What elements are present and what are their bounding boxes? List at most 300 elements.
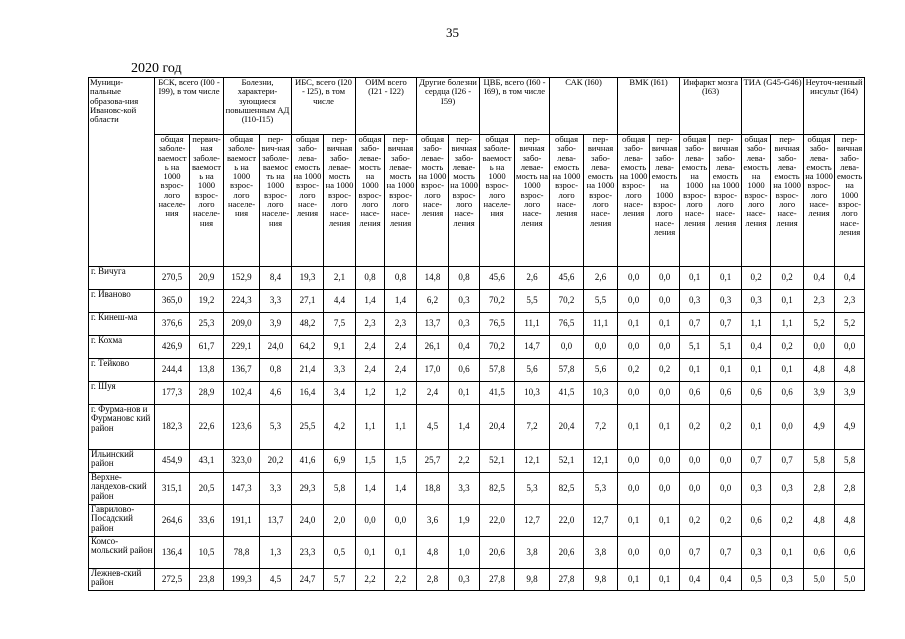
value-cell: 2,1: [324, 267, 356, 290]
value-cell: 25,5: [292, 405, 324, 450]
value-cell: 20,4: [480, 405, 515, 450]
value-cell: 5,3: [515, 473, 550, 505]
group-header: Неуточ-ненный инсульт (I64): [804, 78, 865, 135]
value-cell: 70,2: [550, 290, 584, 313]
value-cell: 22,0: [550, 505, 584, 537]
value-cell: 0,4: [835, 267, 865, 290]
value-cell: 2,8: [835, 473, 865, 505]
value-cell: 0,3: [680, 290, 710, 313]
value-cell: 2,8: [417, 569, 449, 591]
value-cell: 20,5: [190, 473, 224, 505]
value-cell: 2,8: [804, 473, 835, 505]
value-cell: 365,0: [155, 290, 190, 313]
table-header: [89, 78, 865, 267]
table-row: [89, 336, 865, 359]
value-cell: 0,1: [680, 359, 710, 382]
value-cell: 0,6: [680, 382, 710, 405]
value-cell: 18,8: [417, 473, 449, 505]
value-cell: 0,5: [324, 537, 356, 569]
value-cell: 5,3: [260, 405, 292, 450]
total-incidence-header: общая заболе-ваемость на 1000 взрос-лого населе-ния: [480, 135, 515, 267]
value-cell: 0,3: [710, 290, 742, 313]
table-row: [89, 473, 865, 505]
value-cell: 4,8: [804, 505, 835, 537]
value-cell: 5,8: [324, 473, 356, 505]
value-cell: 4,5: [260, 569, 292, 591]
group-header: ВМК (I61): [618, 78, 680, 135]
value-cell: 1,4: [356, 290, 385, 313]
value-cell: 0,6: [742, 382, 771, 405]
value-cell: 9,1: [324, 336, 356, 359]
value-cell: 0,4: [680, 569, 710, 591]
value-cell: 4,8: [835, 505, 865, 537]
value-cell: 0,0: [618, 473, 650, 505]
value-cell: 2,0: [324, 505, 356, 537]
value-cell: 1,1: [356, 405, 385, 450]
value-cell: 0,2: [771, 267, 804, 290]
value-cell: 0,1: [680, 267, 710, 290]
primary-incidence-header: пер-вичная забо-лева-емость на 1000 взрос-лого насе-ления: [710, 135, 742, 267]
value-cell: 3,9: [804, 382, 835, 405]
value-cell: 315,1: [155, 473, 190, 505]
value-cell: 0,0: [618, 290, 650, 313]
value-cell: 3,8: [515, 537, 550, 569]
value-cell: 3,9: [260, 313, 292, 336]
value-cell: 0,0: [618, 537, 650, 569]
value-cell: 147,3: [224, 473, 260, 505]
value-cell: 41,5: [550, 382, 584, 405]
value-cell: 454,9: [155, 450, 190, 473]
value-cell: 3,3: [449, 473, 480, 505]
value-cell: 4,5: [417, 405, 449, 450]
value-cell: 78,8: [224, 537, 260, 569]
value-cell: 0,2: [650, 359, 680, 382]
value-cell: 1,4: [385, 290, 417, 313]
group-header: ЦВБ, всего (I60 - I69), в том числе: [480, 78, 550, 135]
value-cell: 0,1: [618, 569, 650, 591]
value-cell: 4,8: [417, 537, 449, 569]
value-cell: 5,3: [584, 473, 618, 505]
value-cell: 2,3: [356, 313, 385, 336]
value-cell: 2,4: [356, 359, 385, 382]
value-cell: 0,6: [449, 359, 480, 382]
primary-incidence-header: пер-вичная забо-лева-емость на 1000 взрос-лого насе-ления: [650, 135, 680, 267]
value-cell: 20,4: [550, 405, 584, 450]
value-cell: 76,5: [550, 313, 584, 336]
value-cell: 9,8: [584, 569, 618, 591]
value-cell: 0,7: [771, 450, 804, 473]
value-cell: 1,1: [742, 313, 771, 336]
primary-incidence-header: пер-вичная забо-лева-емость на 1000 взрос-лого насе-ления: [584, 135, 618, 267]
table-row: [89, 290, 865, 313]
value-cell: 27,8: [480, 569, 515, 591]
value-cell: 45,6: [480, 267, 515, 290]
value-cell: 0,1: [710, 267, 742, 290]
value-cell: 82,5: [550, 473, 584, 505]
value-cell: 0,3: [742, 290, 771, 313]
value-cell: 191,1: [224, 505, 260, 537]
primary-incidence-header: пер-вичная забо-левае-мость на 1000 взрос-лого насе-ления: [385, 135, 417, 267]
value-cell: 1,9: [449, 505, 480, 537]
value-cell: 2,2: [449, 450, 480, 473]
value-cell: 22,6: [190, 405, 224, 450]
value-cell: 20,2: [260, 450, 292, 473]
value-cell: 0,7: [680, 537, 710, 569]
value-cell: 0,0: [650, 537, 680, 569]
value-cell: 0,4: [449, 336, 480, 359]
value-cell: 0,1: [449, 382, 480, 405]
region-name: Лежнев-ский район: [89, 569, 155, 591]
value-cell: 0,1: [771, 537, 804, 569]
value-cell: 199,3: [224, 569, 260, 591]
value-cell: 0,2: [771, 336, 804, 359]
value-cell: 0,1: [618, 505, 650, 537]
table-row: [89, 405, 865, 450]
value-cell: 0,0: [550, 336, 584, 359]
value-cell: 0,6: [742, 505, 771, 537]
value-cell: 19,3: [292, 267, 324, 290]
primary-incidence-header: пер-вичная забо-левае-мость на 1000 взрос-лого насе-ления: [449, 135, 480, 267]
page-number: 35: [446, 25, 459, 40]
value-cell: 0,1: [650, 313, 680, 336]
group-header: Болезни, характери-зующиеся повышенным АД (I10-I15): [224, 78, 292, 135]
value-cell: 426,9: [155, 336, 190, 359]
value-cell: 43,1: [190, 450, 224, 473]
value-cell: 52,1: [550, 450, 584, 473]
value-cell: 0,1: [385, 537, 417, 569]
value-cell: 0,4: [742, 336, 771, 359]
value-cell: 11,1: [584, 313, 618, 336]
value-cell: 0,3: [771, 473, 804, 505]
region-name: г. Фурма-нов и Фурмановс кий район: [89, 405, 155, 450]
value-cell: 5,1: [680, 336, 710, 359]
subheader-row: [89, 135, 865, 267]
value-cell: 41,5: [480, 382, 515, 405]
primary-incidence-header: пер-вичная забо-левае-мость на 1000 взрос-лого насе-ления: [324, 135, 356, 267]
value-cell: 25,7: [417, 450, 449, 473]
value-cell: 0,4: [710, 569, 742, 591]
region-name: г. Тейково: [89, 359, 155, 382]
value-cell: 264,6: [155, 505, 190, 537]
value-cell: 0,0: [680, 450, 710, 473]
total-incidence-header: общая забо-лева-емость на 1000 взрос-лого насе-ления: [804, 135, 835, 267]
year-label: 2020 год: [131, 61, 182, 76]
value-cell: 0,2: [680, 405, 710, 450]
value-cell: 0,0: [618, 450, 650, 473]
value-cell: 23,8: [190, 569, 224, 591]
value-cell: 0,7: [680, 313, 710, 336]
value-cell: 29,3: [292, 473, 324, 505]
value-cell: 1,4: [449, 405, 480, 450]
value-cell: 1,0: [449, 537, 480, 569]
value-cell: 52,1: [480, 450, 515, 473]
value-cell: 10,3: [584, 382, 618, 405]
value-cell: 323,0: [224, 450, 260, 473]
value-cell: 0,7: [710, 537, 742, 569]
value-cell: 0,3: [742, 537, 771, 569]
value-cell: 102,4: [224, 382, 260, 405]
total-incidence-header: общая забо-левае-мость на 1000 взрос-лого насе-ления: [356, 135, 385, 267]
value-cell: 224,3: [224, 290, 260, 313]
value-cell: 5,8: [835, 450, 865, 473]
group-header: САК (I60): [550, 78, 618, 135]
value-cell: 33,6: [190, 505, 224, 537]
value-cell: 2,3: [835, 290, 865, 313]
value-cell: 1,1: [771, 313, 804, 336]
value-cell: 41,6: [292, 450, 324, 473]
table-row: [89, 359, 865, 382]
table-body: [89, 267, 865, 591]
value-cell: 0,0: [584, 336, 618, 359]
value-cell: 25,3: [190, 313, 224, 336]
value-cell: 5,2: [804, 313, 835, 336]
value-cell: 5,5: [584, 290, 618, 313]
value-cell: 9,8: [515, 569, 550, 591]
value-cell: 209,0: [224, 313, 260, 336]
value-cell: 136,4: [155, 537, 190, 569]
primary-incidence-header: пер-вичная забо-лева-емость на 1000 взрос-лого насе-ления: [771, 135, 804, 267]
value-cell: 6,9: [324, 450, 356, 473]
value-cell: 0,3: [449, 569, 480, 591]
value-cell: 26,1: [417, 336, 449, 359]
value-cell: 0,6: [710, 382, 742, 405]
value-cell: 57,8: [550, 359, 584, 382]
region-name: г. Кохма: [89, 336, 155, 359]
value-cell: 0,6: [771, 382, 804, 405]
value-cell: 57,8: [480, 359, 515, 382]
region-name: Верхне-ландехов-ский район: [89, 473, 155, 505]
value-cell: 12,7: [584, 505, 618, 537]
value-cell: 0,1: [618, 405, 650, 450]
value-cell: 23,3: [292, 537, 324, 569]
region-header: Муници-пальные образова-ния Ивановс-кой области: [89, 78, 155, 267]
value-cell: 1,5: [385, 450, 417, 473]
value-cell: 0,0: [710, 473, 742, 505]
value-cell: 123,6: [224, 405, 260, 450]
value-cell: 0,8: [260, 359, 292, 382]
table-row: [89, 313, 865, 336]
value-cell: 2,4: [417, 382, 449, 405]
value-cell: 270,5: [155, 267, 190, 290]
group-header: Инфаркт мозга (I63): [680, 78, 742, 135]
value-cell: 13,8: [190, 359, 224, 382]
value-cell: 1,4: [385, 473, 417, 505]
group-header-row: [89, 78, 865, 135]
region-name: г. Вичуга: [89, 267, 155, 290]
value-cell: 0,2: [618, 359, 650, 382]
value-cell: 0,0: [680, 473, 710, 505]
total-incidence-header: общая заболе-ваемост ь на 1000 взрос-лого населе-ния: [224, 135, 260, 267]
value-cell: 11,1: [515, 313, 550, 336]
value-cell: 2,4: [385, 359, 417, 382]
value-cell: 3,9: [835, 382, 865, 405]
total-incidence-header: общая заболе-ваемость на 1000 взрос-лого населе-ния: [155, 135, 190, 267]
value-cell: 2,6: [515, 267, 550, 290]
value-cell: 4,4: [324, 290, 356, 313]
table-row: [89, 267, 865, 290]
value-cell: 0,2: [680, 505, 710, 537]
value-cell: 272,5: [155, 569, 190, 591]
value-cell: 0,3: [742, 473, 771, 505]
total-incidence-header: общая забо-лева-емость на 1000 взрос-лого насе-ления: [742, 135, 771, 267]
primary-incidence-header: первич-ная заболе-ваемость на 1000 взрос-лого населе-ния: [190, 135, 224, 267]
value-cell: 4,6: [260, 382, 292, 405]
value-cell: 3,3: [260, 290, 292, 313]
value-cell: 0,0: [771, 405, 804, 450]
value-cell: 0,8: [449, 267, 480, 290]
value-cell: 0,0: [618, 382, 650, 405]
value-cell: 12,1: [515, 450, 550, 473]
value-cell: 3,3: [324, 359, 356, 382]
group-header: Другие болезни сердца (I26 - I59): [417, 78, 480, 135]
value-cell: 70,2: [480, 336, 515, 359]
table-row: [89, 569, 865, 591]
value-cell: 70,2: [480, 290, 515, 313]
value-cell: 14,8: [417, 267, 449, 290]
value-cell: 20,6: [550, 537, 584, 569]
value-cell: 28,9: [190, 382, 224, 405]
value-cell: 24,7: [292, 569, 324, 591]
value-cell: 6,2: [417, 290, 449, 313]
value-cell: 0,1: [771, 359, 804, 382]
value-cell: 2,3: [804, 290, 835, 313]
value-cell: 5,6: [515, 359, 550, 382]
group-header: ОИМ всего (I21 - I22): [356, 78, 417, 135]
value-cell: 48,2: [292, 313, 324, 336]
group-header: ТИА (G45-G46): [742, 78, 804, 135]
value-cell: 177,3: [155, 382, 190, 405]
value-cell: 76,5: [480, 313, 515, 336]
value-cell: 0,0: [618, 336, 650, 359]
value-cell: 64,2: [292, 336, 324, 359]
value-cell: 0,4: [804, 267, 835, 290]
value-cell: 3,4: [324, 382, 356, 405]
value-cell: 4,9: [835, 405, 865, 450]
value-cell: 0,0: [650, 382, 680, 405]
value-cell: 0,3: [449, 290, 480, 313]
value-cell: 5,6: [584, 359, 618, 382]
value-cell: 0,0: [835, 336, 865, 359]
value-cell: 152,9: [224, 267, 260, 290]
primary-incidence-header: пер-вичная забо-левае-мость на 1000 взрос-лого насе-ления: [515, 135, 550, 267]
region-name: Комсо-мольский район: [89, 537, 155, 569]
value-cell: 61,7: [190, 336, 224, 359]
value-cell: 5,8: [804, 450, 835, 473]
table-row: [89, 382, 865, 405]
value-cell: 0,1: [771, 290, 804, 313]
total-incidence-header: общая забо-лева-емость на 1000 взрос-лого насе-ления: [292, 135, 324, 267]
value-cell: 1,5: [356, 450, 385, 473]
value-cell: 0,0: [618, 267, 650, 290]
value-cell: 20,6: [480, 537, 515, 569]
value-cell: 1,1: [385, 405, 417, 450]
value-cell: 3,3: [260, 473, 292, 505]
morbidity-table: [88, 77, 865, 591]
value-cell: 8,4: [260, 267, 292, 290]
value-cell: 21,4: [292, 359, 324, 382]
region-name: г. Кинеш-ма: [89, 313, 155, 336]
value-cell: 13,7: [417, 313, 449, 336]
value-cell: 5,5: [515, 290, 550, 313]
total-incidence-header: общая забо-левае-мость на 1000 взрос-лого насе-ления: [417, 135, 449, 267]
value-cell: 182,3: [155, 405, 190, 450]
value-cell: 2,4: [385, 336, 417, 359]
region-name: Ильинский район: [89, 450, 155, 473]
value-cell: 19,2: [190, 290, 224, 313]
value-cell: 0,0: [650, 290, 680, 313]
value-cell: 0,1: [650, 405, 680, 450]
region-name: г. Шуя: [89, 382, 155, 405]
value-cell: 0,3: [771, 569, 804, 591]
value-cell: 82,5: [480, 473, 515, 505]
value-cell: 2,2: [356, 569, 385, 591]
value-cell: 7,5: [324, 313, 356, 336]
table-row: [89, 537, 865, 569]
value-cell: 0,1: [650, 569, 680, 591]
value-cell: 0,2: [771, 505, 804, 537]
value-cell: 0,1: [742, 359, 771, 382]
value-cell: 0,0: [804, 336, 835, 359]
value-cell: 0,6: [835, 537, 865, 569]
table-row: [89, 450, 865, 473]
value-cell: 4,8: [835, 359, 865, 382]
region-name: Гаврилово-Посадский район: [89, 505, 155, 537]
value-cell: 10,5: [190, 537, 224, 569]
value-cell: 0,1: [710, 359, 742, 382]
value-cell: 1,2: [356, 382, 385, 405]
value-cell: 12,7: [515, 505, 550, 537]
value-cell: 0,0: [385, 505, 417, 537]
value-cell: 4,9: [804, 405, 835, 450]
primary-incidence-header: пер-вичная забо-лева-емость на 1000 взрос-лого насе-ления: [835, 135, 865, 267]
total-incidence-header: общая забо-лева-емость на 1000 взрос-лого насе-ления: [550, 135, 584, 267]
value-cell: 0,2: [710, 405, 742, 450]
value-cell: 3,6: [417, 505, 449, 537]
value-cell: 0,7: [710, 313, 742, 336]
value-cell: 0,1: [356, 537, 385, 569]
value-cell: 0,8: [385, 267, 417, 290]
value-cell: 22,0: [480, 505, 515, 537]
value-cell: 5,0: [804, 569, 835, 591]
value-cell: 0,7: [742, 450, 771, 473]
value-cell: 27,1: [292, 290, 324, 313]
value-cell: 24,0: [260, 336, 292, 359]
value-cell: 0,5: [742, 569, 771, 591]
value-cell: 0,0: [356, 505, 385, 537]
value-cell: 1,3: [260, 537, 292, 569]
group-header: БСК, всего (I00 - I99), в том числе: [155, 78, 224, 135]
value-cell: 24,0: [292, 505, 324, 537]
value-cell: 2,3: [385, 313, 417, 336]
value-cell: 20,9: [190, 267, 224, 290]
value-cell: 0,0: [710, 450, 742, 473]
value-cell: 17,0: [417, 359, 449, 382]
value-cell: 0,1: [742, 405, 771, 450]
primary-incidence-header: пер-вич-ная заболе-ваемос ть на 1000 взрос-лого населе-ния: [260, 135, 292, 267]
total-incidence-header: общая забо-лева-емость на 1000 взрос-лого насе-ления: [680, 135, 710, 267]
region-name: г. Иваново: [89, 290, 155, 313]
value-cell: 1,4: [356, 473, 385, 505]
value-cell: 2,4: [356, 336, 385, 359]
value-cell: 0,0: [650, 473, 680, 505]
value-cell: 10,3: [515, 382, 550, 405]
value-cell: 3,8: [584, 537, 618, 569]
value-cell: 0,8: [356, 267, 385, 290]
value-cell: 0,1: [618, 313, 650, 336]
value-cell: 5,2: [835, 313, 865, 336]
value-cell: 244,4: [155, 359, 190, 382]
value-cell: 2,2: [385, 569, 417, 591]
